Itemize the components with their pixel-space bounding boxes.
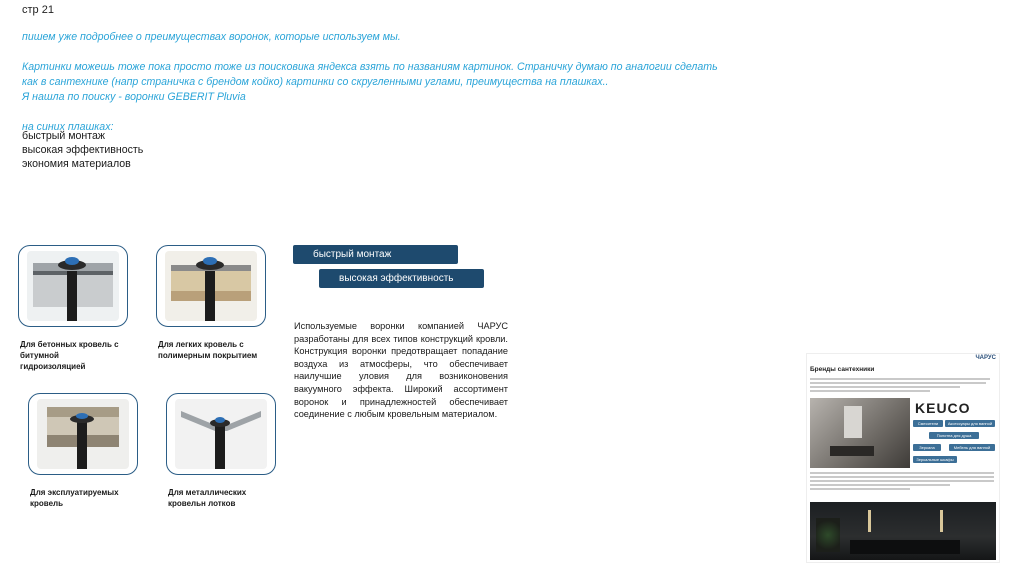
thumbnail-text-lines [810, 378, 996, 394]
thumbnail-button: Зеркальные шкафы [913, 456, 957, 463]
tile-caption: Для бетонных кровель с битумной гидроизоляцией [20, 340, 119, 371]
benefit-item: высокая эффективность [22, 144, 144, 156]
charus-logo: ЧАРУС [975, 355, 996, 361]
drain-image [27, 251, 119, 321]
thumbnail-button: Полотна для душа [929, 432, 979, 439]
thumbnail-title: Бренды сантехники [810, 366, 875, 373]
note-line: на синих плашках: [22, 121, 114, 133]
tile-operated-roof [28, 393, 138, 475]
tile-concrete-roof [18, 245, 128, 327]
thumbnail-button: Зеркала [913, 444, 941, 451]
note-line: Я нашла по поиску - воронки GEBERIT Pluvia [22, 91, 246, 103]
tile-caption: Для эксплуатируемых кровель [30, 488, 119, 508]
reference-page-thumbnail [806, 353, 1000, 563]
drain-image [37, 399, 129, 469]
note-line: Картинки можешь тоже пока просто тоже из поисковика яндекса взять по названиям картинок. Страничку думаю по аналогии сделать [22, 61, 718, 73]
benefit-plate: высокая эффективность [319, 269, 484, 288]
note-line: пишем уже подробнее о преимуществах воронок, которые используем мы. [22, 31, 401, 43]
editor-note [22, 30, 782, 135]
benefit-item: быстрый монтаж [22, 130, 105, 142]
thumbnail-button: Смесители [913, 420, 943, 427]
benefit-plate: быстрый монтаж [293, 245, 458, 264]
bathroom-photo [810, 398, 910, 468]
thumbnail-button: Аксессуары для ванной [945, 420, 995, 427]
thumbnail-button: Мебель для ванной [949, 444, 995, 451]
benefits-list [22, 129, 143, 171]
benefit-item: экономия материалов [22, 158, 131, 170]
drain-image [175, 399, 267, 469]
description-text: Используемые воронки компанией ЧАРУС разработаны для всех типов конструкций кровли. Конструкция воронки предотвращает попадание воздуха из атмосферы, что обеспечивает наилучшие уловия для возниконовения вакуумного эффекта. Широкий ассортимент воронок и принадлежностей обеспечивает соединение с любым кровельным материалом. [294, 321, 508, 420]
tile-caption: Для легких кровель с полимерным покрытием [158, 340, 258, 360]
brand-logo: KEUCO [915, 400, 971, 416]
drain-image [165, 251, 257, 321]
tile-light-roof [156, 245, 266, 327]
bathroom-photo-dark [810, 502, 996, 560]
note-line: как в сантехнике (напр страничка с брендом койко) картинки со скругленными углами, преимущества на плашках.. [22, 76, 609, 88]
tile-metal-gutter [166, 393, 276, 475]
tile-caption: Для металлических кровельн лотков [168, 488, 247, 508]
thumbnail-text-lines [810, 472, 996, 492]
page-number: стр 21 [22, 4, 54, 16]
